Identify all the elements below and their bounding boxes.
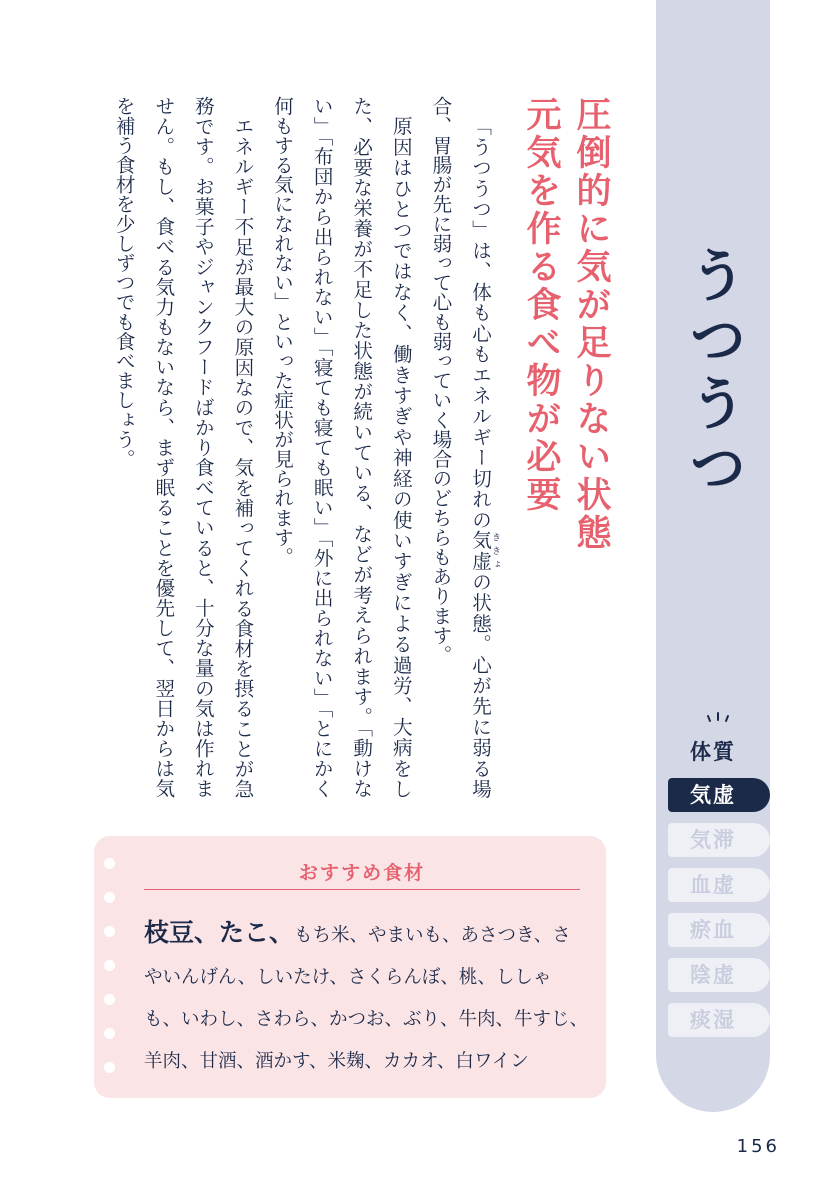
type-tab-inkyo[interactable]: 陰虚 bbox=[668, 958, 770, 992]
binder-hole-icon bbox=[104, 994, 115, 1005]
food-card-divider bbox=[144, 889, 580, 890]
term-reading: ききょ bbox=[490, 529, 500, 571]
page-number: 156 bbox=[736, 1136, 780, 1157]
term-kikyo bbox=[468, 529, 500, 572]
featured-foods: 枝豆、たこ、 bbox=[144, 918, 295, 947]
binder-hole-icon bbox=[104, 960, 115, 971]
binder-hole-icon bbox=[104, 1062, 115, 1073]
body-paragraph-1 bbox=[420, 96, 500, 798]
headline-line-1: 圧倒的に気が足りない状態 bbox=[571, 96, 611, 552]
body-paragraph-2: 原因はひとつではなく、働きすぎや神経の使いすぎによる過労、大病をした、必要な栄養が不足した状態が続いている、などが考えられます。「動けない」「布団から出られない」「寝ても寝ても眠い」「外に出られない」「とにかく何もする気になれない」といった症状が見られます。 bbox=[270, 96, 413, 798]
food-card-title: おすすめ食材 bbox=[298, 862, 426, 884]
binder-hole-icon bbox=[104, 926, 115, 937]
body-text bbox=[102, 96, 500, 798]
other-foods: もち米、やまいも、あさつき、さやいんげん、しいたけ、さくらんぼ、桃、ししゃも、いわし、さわら、かつお、ぶり、牛肉、牛すじ、羊肉、甘酒、酒かす、米麹、カカオ、白ワイン bbox=[144, 925, 589, 1072]
type-tab-kekkyo[interactable]: 血虚 bbox=[668, 868, 770, 902]
body-paragraph-3: エネルギー不足が最大の原因なので、気を補ってくれる食材を摂ることが急務です。お菓子やジャンクフードばかり食べていると、十分な量の気は作れません。もし、食べる気力もないなら、まず眠ることを優先して、翌日からは気を補う食材を少しずつでも食べましょう。 bbox=[112, 96, 254, 798]
section-title: うつうつ bbox=[679, 245, 747, 501]
constitution-type-list bbox=[668, 778, 770, 1048]
constitution-label: 体質 bbox=[690, 740, 736, 764]
food-list bbox=[144, 912, 588, 1083]
binder-hole-icon bbox=[104, 1028, 115, 1039]
headline-line-2: 元気を作る食べ物が必要 bbox=[521, 96, 561, 514]
term-text: 気虚 bbox=[468, 529, 492, 572]
type-tab-tanshitsu[interactable]: 痰湿 bbox=[668, 1003, 770, 1037]
body-text-segment: 「うつうつ」は、体も心もエネルギー切れの bbox=[468, 115, 492, 530]
binder-hole-icon bbox=[104, 892, 115, 903]
recommended-food-card bbox=[94, 836, 606, 1098]
type-tab-kitai[interactable]: 気滞 bbox=[668, 823, 770, 857]
type-tab-oketsu[interactable]: 瘀血 bbox=[668, 913, 770, 947]
sparkle-icon bbox=[704, 710, 732, 724]
headline bbox=[512, 96, 616, 566]
type-tab-kikyo[interactable]: 気虚 bbox=[668, 778, 770, 812]
binder-hole-icon bbox=[104, 858, 115, 869]
body-text-segment: の状態。心が先に弱る場合、胃腸が先に弱って心も弱っていく場合のどちらもあります。 bbox=[428, 96, 492, 799]
